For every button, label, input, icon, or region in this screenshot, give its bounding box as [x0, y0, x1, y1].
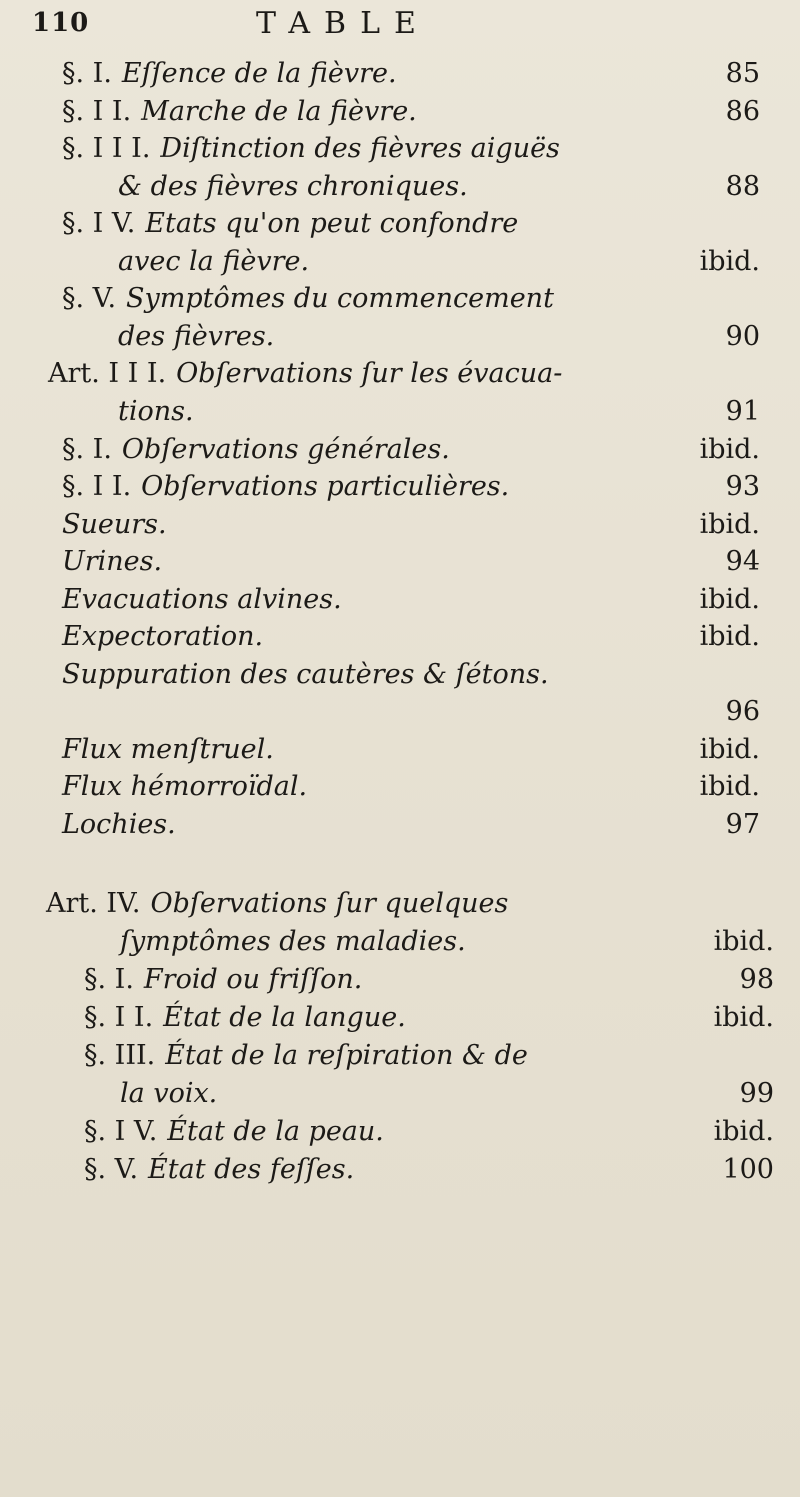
toc-entry	[62, 468, 760, 506]
entry-text: Symptômes du commencement	[126, 283, 554, 314]
entry-lead: §. I V.	[84, 1116, 158, 1147]
toc-entry	[62, 693, 760, 731]
entry-lead: §. I I I.	[62, 133, 151, 164]
entry-page: 96	[725, 696, 760, 727]
entry-page: 93	[725, 471, 760, 502]
entry-text: État des feſſes.	[148, 1154, 355, 1185]
toc-entry	[62, 731, 760, 769]
entry-text: Eſſence de la fièvre.	[121, 58, 397, 89]
entry-lead: §. I I.	[62, 471, 132, 502]
entry-text: & des fièvres chroniques.	[118, 171, 468, 202]
entry-page: ibid.	[699, 434, 760, 465]
entry-lead: §. I V.	[62, 208, 136, 239]
entry-lead: Art. IV.	[46, 888, 141, 919]
page-header	[32, 8, 770, 48]
toc-entry	[120, 923, 774, 961]
entry-text: Evacuations alvines.	[62, 584, 342, 615]
entry-lead: §. III.	[84, 1040, 156, 1071]
entry-page: 91	[725, 396, 760, 427]
toc-entry	[48, 355, 760, 393]
entry-text: Flux menſtruel.	[62, 734, 274, 765]
toc-entry	[84, 999, 774, 1037]
entry-text: ſymptômes des maladies.	[120, 926, 466, 957]
toc-entry	[84, 1037, 774, 1075]
entry-page: ibid.	[713, 926, 774, 957]
entry-page: 98	[739, 964, 774, 995]
toc-entry	[62, 581, 760, 619]
entry-page: 99	[739, 1078, 774, 1109]
entry-page: 86	[725, 96, 760, 127]
entry-text: Sueurs.	[62, 509, 167, 540]
entry-text: Obſervations particulières.	[141, 471, 510, 502]
entry-text: Obſervations générales.	[121, 434, 450, 465]
entry-text: État de la peau.	[167, 1116, 384, 1147]
entry-lead: Art. I I I.	[48, 358, 167, 389]
entry-lead: §. I.	[84, 964, 134, 995]
toc-entry	[62, 543, 760, 581]
entry-lead: §. V.	[84, 1154, 139, 1185]
entry-lead: §. I.	[62, 58, 112, 89]
entry-page: 90	[725, 321, 760, 352]
toc-entry	[84, 961, 774, 999]
entry-page: ibid.	[699, 246, 760, 277]
entry-lead: §. I I.	[62, 96, 132, 127]
entry-text: Urines.	[62, 546, 163, 577]
entry-page: ibid.	[699, 509, 760, 540]
entry-text: État de la reſpiration & de	[165, 1040, 528, 1071]
entry-page: 85	[725, 58, 760, 89]
toc-entry	[118, 318, 760, 356]
entry-text: État de la langue.	[163, 1002, 406, 1033]
toc-entry	[62, 205, 760, 243]
entry-lead: §. V.	[62, 283, 117, 314]
entry-text: Flux hémorroïdal.	[62, 771, 308, 802]
toc-entry	[62, 806, 760, 844]
toc-entry	[118, 243, 760, 281]
toc-entry	[62, 55, 760, 93]
toc-entry	[84, 1151, 774, 1189]
toc-entry	[62, 506, 760, 544]
entry-lead: §. I I.	[84, 1002, 154, 1033]
toc-entry	[118, 393, 760, 431]
toc-entry	[62, 656, 760, 694]
entry-text: Suppuration des cautères & ſétons.	[62, 659, 549, 690]
toc-entry	[84, 1113, 774, 1151]
running-title: TABLE	[256, 6, 430, 41]
entry-text: Obſervations ſur quelques	[150, 888, 509, 919]
page-number: 110	[32, 8, 90, 38]
entry-text: des fièvres.	[118, 321, 275, 352]
toc-entry	[118, 168, 760, 206]
toc-entry	[62, 768, 760, 806]
entry-page: ibid.	[699, 771, 760, 802]
toc-entry	[62, 93, 760, 131]
entry-page: ibid.	[699, 584, 760, 615]
toc-entry	[62, 431, 760, 469]
entry-page: 97	[725, 809, 760, 840]
entry-page: 94	[725, 546, 760, 577]
entry-page: ibid.	[713, 1002, 774, 1033]
entry-text: Expectoration.	[62, 621, 264, 652]
entry-text: Lochies.	[62, 809, 176, 840]
entry-page: ibid.	[699, 621, 760, 652]
entry-text: Diſtinction des fièvres aiguës	[160, 133, 560, 164]
entry-text: Marche de la fièvre.	[141, 96, 417, 127]
entry-text: tions.	[118, 396, 194, 427]
entry-text: avec la fièvre.	[118, 246, 310, 277]
entry-text: Etats qu'on peut confondre	[145, 208, 519, 239]
entry-page: ibid.	[699, 734, 760, 765]
toc-entry	[62, 618, 760, 656]
toc-entry	[62, 280, 760, 318]
toc-entry	[46, 885, 774, 923]
entry-page: ibid.	[713, 1116, 774, 1147]
toc-entry	[120, 1075, 774, 1113]
entry-text: Froid ou friſſon.	[143, 964, 363, 995]
entry-page: 100	[722, 1154, 774, 1185]
entry-text: Obſervations ſur les évacua-	[176, 358, 563, 389]
entry-lead: §. I.	[62, 434, 112, 465]
entry-text: la voix.	[120, 1078, 218, 1109]
entry-page: 88	[725, 171, 760, 202]
toc-entry	[62, 130, 760, 168]
